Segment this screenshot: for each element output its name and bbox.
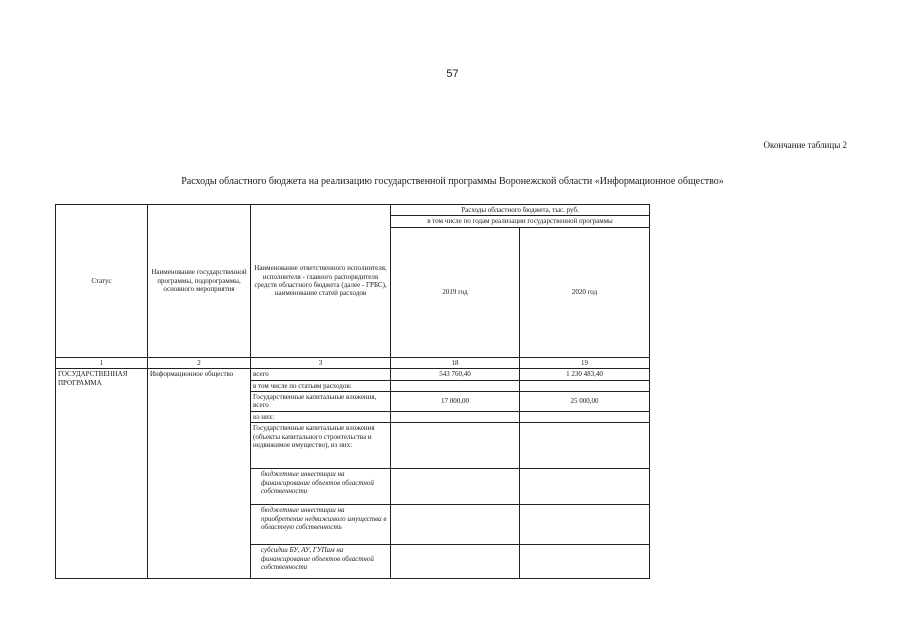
value-2019	[391, 423, 520, 469]
value-2019	[391, 411, 520, 422]
value-2019	[391, 545, 520, 579]
value-2020	[520, 469, 650, 505]
header-program-name: Наименование государственной программы, подпрограммы, основного мероприятия	[148, 205, 251, 358]
value-2019: 17 000,00	[391, 391, 520, 411]
row-label: бюджетные инвестиции на приобретение недвижимого имущества в областную собственность	[251, 505, 391, 545]
row-label: бюджетные инвестиции на финансирование объектов областной собственности	[251, 469, 391, 505]
header-year-2019: 2019 год	[391, 227, 520, 357]
col-number: 19	[520, 357, 650, 368]
header-year-2020: 2020 год	[520, 227, 650, 357]
program-cell: Информационное общество	[148, 369, 251, 579]
value-2019	[391, 380, 520, 391]
col-number: 18	[391, 357, 520, 368]
value-2019	[391, 505, 520, 545]
page-number: 57	[446, 68, 459, 80]
row-label: Государственные капитальные вложения, всего	[251, 391, 391, 411]
header-executor: Наименование ответственного исполнителя, исполнителя - главного распорядителя средств областного бюджета (далее - ГРБС), наименование статей расходов	[251, 205, 391, 358]
value-2020	[520, 423, 650, 469]
value-2020	[520, 411, 650, 422]
header-status: Статус	[56, 205, 148, 358]
value-2020: 1 230 483,40	[520, 369, 650, 380]
row-label: всего	[251, 369, 391, 380]
header-by-years: в том числе по годам реализации государственной программы	[391, 216, 650, 227]
row-label: в том числе по статьям расходов:	[251, 380, 391, 391]
table-end-note: Окончание таблицы 2	[763, 140, 847, 150]
value-2020	[520, 505, 650, 545]
value-2020: 25 000,00	[520, 391, 650, 411]
col-number: 1	[56, 357, 148, 368]
row-label: субсидии БУ, АУ, ГУПам на финансирование объектов областной собственности	[251, 545, 391, 579]
value-2019: 543 760,40	[391, 369, 520, 380]
col-number: 2	[148, 357, 251, 368]
header-expenses: Расходы областного бюджета, тыс. руб.	[391, 205, 650, 216]
status-cell: ГОСУДАРСТВЕННАЯ ПРОГРАММА	[56, 369, 148, 579]
document-title: Расходы областного бюджета на реализацию государственной программы Воронежской области «Информационное общество»	[181, 176, 724, 187]
col-number: 3	[251, 357, 391, 368]
budget-table	[55, 204, 650, 579]
value-2019	[391, 469, 520, 505]
row-label: Государственные капитальные вложения (объекты капитального строительства и недвижимое имущество), из них:	[251, 423, 391, 469]
row-label: из них:	[251, 411, 391, 422]
table-row	[56, 369, 650, 380]
value-2020	[520, 545, 650, 579]
value-2020	[520, 380, 650, 391]
